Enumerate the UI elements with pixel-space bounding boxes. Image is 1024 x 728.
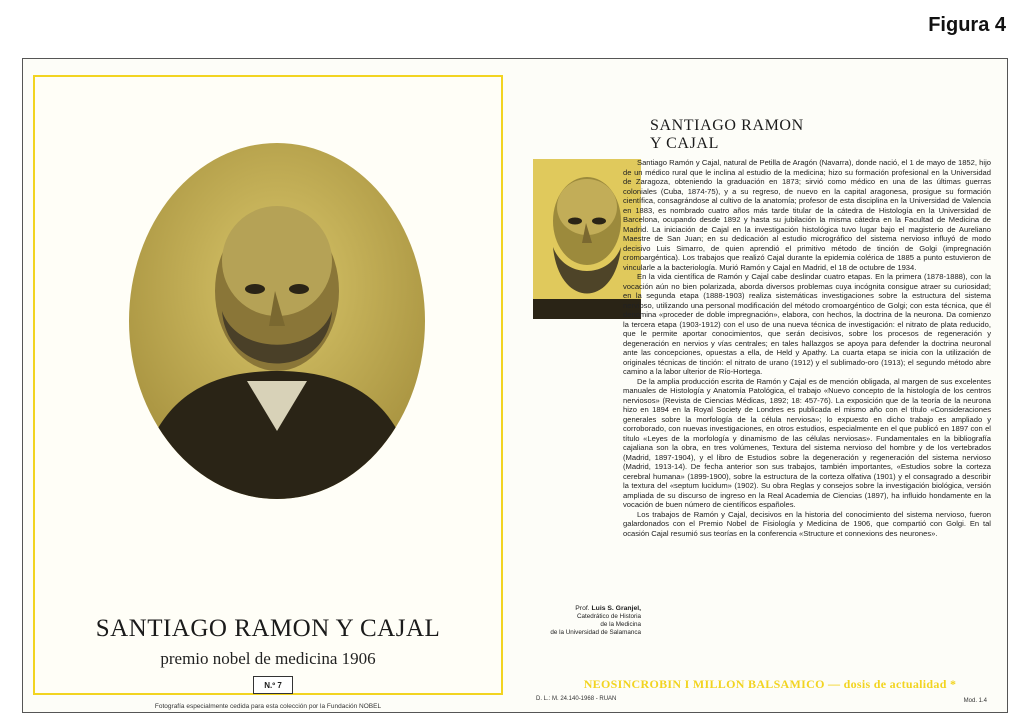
- model-number: Mod. 1.4: [963, 698, 987, 704]
- author-role: de la Universidad de Salamanca: [550, 629, 641, 636]
- scanned-spread: [22, 58, 1008, 713]
- author-prefix: Prof.: [575, 605, 590, 612]
- legal-deposit: D. L.: M. 24.140-1968 - RUAN: [536, 696, 617, 702]
- issue-number-badge: N.º 7: [253, 676, 293, 694]
- author-signature: [531, 605, 641, 637]
- footer-advertisement: NEOSINCROBIN I MILLON BALSAMICO — dosis de actualidad *: [583, 677, 957, 691]
- portrait-photo: [127, 141, 427, 501]
- paragraph: En la vida científica de Ramón y Cajal cabe deslindar cuatro etapas. En la primera (1878-1888), con la vocación aún no bien polarizada, aborda diversos problemas cuya incógnita consigue atraer su curiosidad; en la segunda etapa (1888-1903) realiza sistemáticas investigaciones sobre la estructura del sistema nervioso, utilizando una personal modificación del método cromoargéntico de Golgi; con esta técnica, que él denomina «proceder de doble impregnación», elabora, con hechos, la doctrina de la neurona. Da comienzo la tercera etapa (1903-1912) con el uso de una nueva técnica de investigación: el nitrato de plata reducido, que le permite aportar conocimientos, que serán decisivos, sobre los procesos de regeneración y degeneración en nervios y vías centrales; en tales hallazgos se apoya para defender la doctrina neuronal ante las concepciones, opuestas a ella, de Held y Apathy. La cuarta etapa se inicia con la utilización de originales técnicas de tinción: el nitrato de urano (1912) y el sublimado-oro (1913); el segundo método abre camino a la labor ulterior de Río-Hortega.: [623, 272, 991, 376]
- article-title: [650, 117, 804, 153]
- article-title-line-1: SANTIAGO RAMON: [650, 117, 804, 134]
- paragraph: Santiago Ramón y Cajal, natural de Petilla de Aragón (Navarra), donde nació, el 1 de mayo de 1852, hijo de un médico rural que le inclina al estudio de la medicina; hizo su formación profesional en la Universidad de Zaragoza, obteniendo la graduación en 1873; sirvió como médico en una de las últimas guerras coloniales (Cuba, 1874-75), y a su regreso, de nuevo en la capital aragonesa, prosigue su formación científica, consagrándose al cultivo de la anatomía; profesor de esta disciplina en la Universidad de Valencia en 1883, es nombrado cuatro años más tarde titular de la cátedra de Histología en la Universidad de Barcelona, ocupando desde 1892 y hasta su jubilación la misma cátedra en la Facultad de Medicina de Madrid. La iniciación de Cajal en la investigación histológica tuvo lugar bajo el magisterio de Aureliano Maestre de San Juan; en su dedicación al estudio micrográfico del sistema nervioso influyó de modo decisivo Luis Simarro, de quien aprendió el primitivo método de tinción de Golgi (impregnación cromoargéntica). Los trabajos que realizó Cajal durante la epidemia colérica de 1885 a punto estuvieron de vincularle a la bacteriología. Murió Ramón y Cajal en Madrid, el 18 de octubre de 1934.: [623, 158, 991, 272]
- article-title-line-2: Y CAJAL: [650, 135, 719, 152]
- left-page-subtitle: premio nobel de medicina 1906: [160, 649, 376, 668]
- paragraph: Los trabajos de Ramón y Cajal, decisivos en la historia del conocimiento del sistema nervioso, fueron galardonados con el Premio Nobel de Fisiología y Medicina de 1906, que compartió con Golgi. En tal ocasión Cajal resumió sus teorías en la conferencia «Structure et connexions des neurones».: [623, 509, 991, 538]
- figure-label: Figura 4: [928, 14, 1006, 36]
- paragraph: De la amplia producción escrita de Ramón y Cajal es de mención obligada, al margen de sus excelentes manuales de Histología y Anatomía Patológica, el trabajo «Nuevo concepto de la histología de los centros nerviosos» (Revista de Ciencias Médicas, 1892; 18: 457-76). La exposición que de la teoría de la neurona hizo en 1894 en la Royal Society de Londres es publicada el mismo año con el título «Consideraciones generales sobre la morfología de la célula nerviosa»; lo expuesto en dicho trabajo es ampliado y corroborado, con nuevas investigaciones, en otros estudios, especialmente en el que publicó en 1897 con el título «Leyes de la morfología y dinamismo de las células nerviosas». Fundamentales en la bibliografía cajaliana son la obra, en tres volúmenes, Textura del sistema nervioso del hombre y de los vertebrados (Madrid, 1897-1904), y el libro de Estudios sobre la degeneración y regeneración del sistema nervioso (Madrid, 1913-14). De fecha anterior son sus trabajos, también importantes, «Estudios sobre la corteza cerebral humana» (1899-1900), sobre la estructura de la corteza olfativa (1901) y el consagrado a describir la textura del «septum lucidum» (1902). Su obra Reglas y consejos sobre la investigación biológica, versión ampliada de su discurso de ingreso en la Real Academia de Ciencias (1897), ha influido hondamente en la vocación de buen número de científicos españoles.: [623, 376, 991, 509]
- left-page-title: SANTIAGO RAMON Y CAJAL: [95, 615, 441, 642]
- photo-credit: Fotografía especialmente cedida para esta colección por la Fundación NOBEL: [154, 703, 382, 710]
- author-name: Luis S. Granjel,: [591, 605, 641, 612]
- article-body: [623, 158, 991, 636]
- author-role: Catedrático de Historia: [576, 613, 641, 620]
- author-role: de la Medicina: [600, 621, 641, 628]
- left-page-frame: [33, 75, 503, 710]
